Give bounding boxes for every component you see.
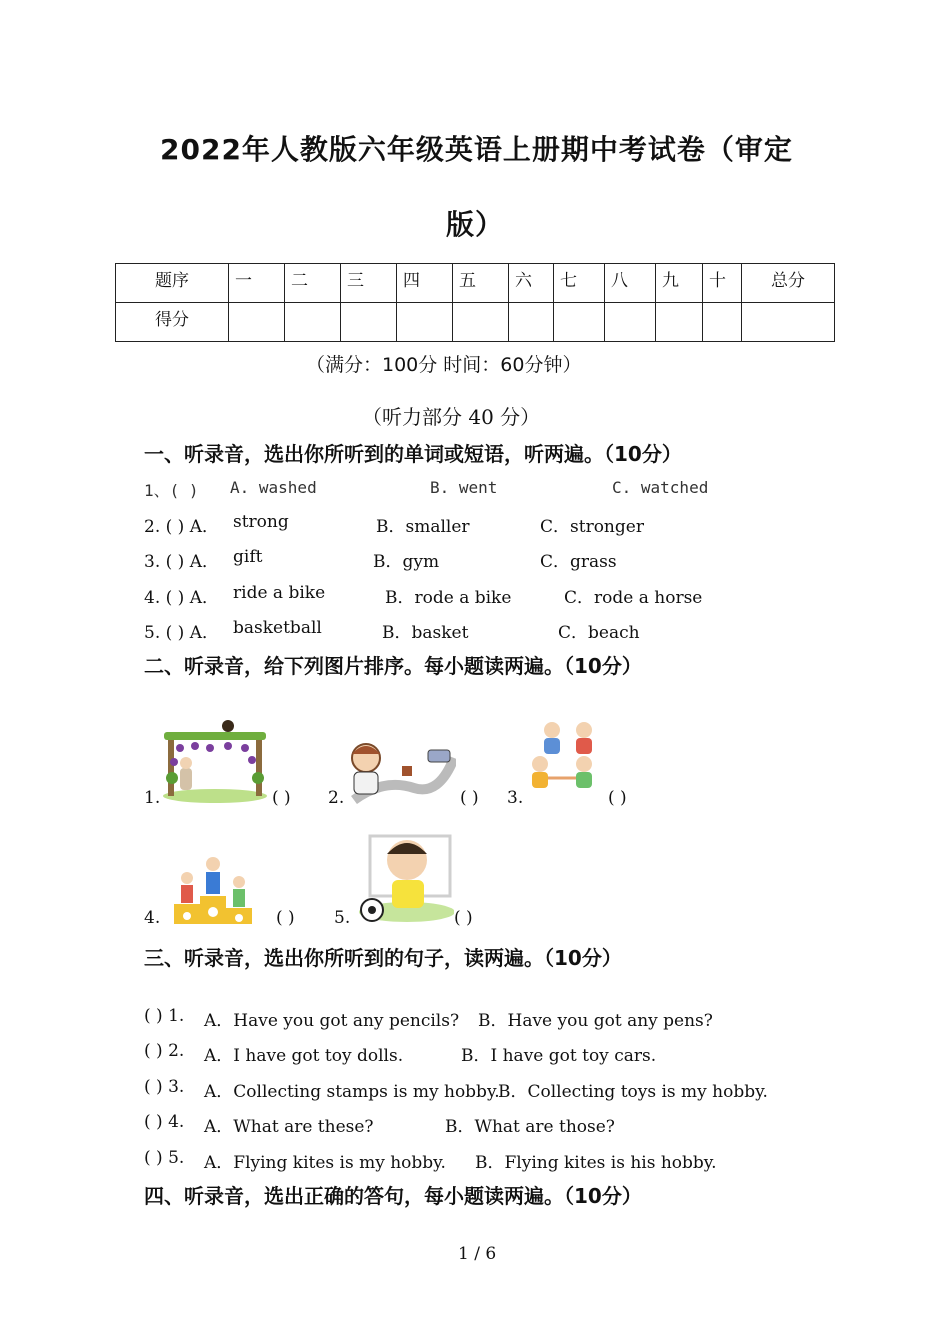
s1-q3-option-c[interactable]: C．grass — [540, 552, 617, 572]
s3-q4-option-a[interactable]: A．What are these? — [204, 1117, 374, 1137]
s1-q5-option-a[interactable]: basketball — [233, 618, 322, 638]
s2-pic5-answer-blank[interactable]: ( ) — [454, 908, 473, 928]
s3-q3-option-a[interactable]: A．Collecting stamps is my hobby. — [204, 1082, 500, 1102]
table-cell: 七 — [554, 264, 605, 303]
s3-q5-number: ( ) 5. — [144, 1148, 185, 1168]
score-table-score-row — [116, 303, 835, 342]
s1-q1-option-c[interactable]: C. watched — [612, 478, 709, 497]
score-input-cell[interactable] — [229, 303, 285, 342]
listening-part-header: （听力部分 40 分） — [362, 405, 541, 429]
score-input-cell[interactable] — [453, 303, 509, 342]
s3-q3-number: ( ) 3. — [144, 1077, 185, 1097]
s1-q3-number: 3. ( ) A． — [144, 552, 219, 572]
s2-pic5-label: 5. — [334, 908, 351, 928]
score-input-cell[interactable] — [605, 303, 656, 342]
table-cell: 五 — [453, 264, 509, 303]
s2-pic3-answer-blank[interactable]: ( ) — [608, 788, 627, 808]
s1-q1-option-b[interactable]: B. went — [430, 478, 498, 497]
s2-pic1-answer-blank[interactable]: ( ) — [272, 788, 291, 808]
section4-heading: 四、听录音，选出正确的答句，每小题读两遍。（10分） — [144, 1184, 642, 1208]
s1-q4-number: 4. ( ) A． — [144, 588, 219, 608]
s3-q4-number: ( ) 4. — [144, 1112, 185, 1132]
score-table-header-row — [116, 264, 835, 303]
score-input-cell[interactable] — [285, 303, 341, 342]
s2-pic4-label: 4. — [144, 908, 161, 928]
s3-q5-option-a[interactable]: A．Flying kites is my hobby. — [204, 1153, 446, 1173]
s1-q2-option-c[interactable]: C．stronger — [540, 517, 644, 537]
s1-q5-number: 5. ( ) A． — [144, 623, 219, 643]
winners-podium-picture — [166, 852, 262, 924]
score-input-cell[interactable] — [509, 303, 554, 342]
table-cell: 十 — [703, 264, 742, 303]
score-input-cell[interactable] — [703, 303, 742, 342]
children-playing-picture — [522, 718, 608, 802]
s1-q1-number: 1、( ) — [144, 481, 199, 500]
s1-q4-option-c[interactable]: C．rode a horse — [564, 588, 703, 608]
section1-heading: 一、听录音，选出你所听到的单词或短语，听两遍。（10分） — [144, 442, 682, 466]
table-cell: 六 — [509, 264, 554, 303]
score-input-cell[interactable] — [656, 303, 703, 342]
table-cell: 一 — [229, 264, 285, 303]
score-input-cell[interactable] — [742, 303, 835, 342]
table-cell: 四 — [397, 264, 453, 303]
score-time-info: （满分：100分 时间：60分钟） — [306, 354, 582, 376]
page-title-line1: 2022年人教版六年级英语上册期中考试卷（审定 — [160, 133, 793, 166]
s2-pic3-label: 3. — [507, 788, 524, 808]
s1-q2-option-a[interactable]: strong — [233, 512, 289, 532]
s2-pic2-answer-blank[interactable]: ( ) — [460, 788, 479, 808]
score-input-cell[interactable] — [341, 303, 397, 342]
score-table — [115, 263, 835, 342]
page-number: 1 / 6 — [458, 1244, 497, 1264]
s1-q5-option-b[interactable]: B．basket — [382, 623, 469, 643]
s3-q2-option-b[interactable]: B．I have got toy cars. — [461, 1046, 657, 1066]
s3-q3-option-b[interactable]: B．Collecting toys is my hobby. — [498, 1082, 768, 1102]
score-input-cell[interactable] — [554, 303, 605, 342]
grape-arbor-picture — [160, 718, 270, 804]
score-input-cell[interactable] — [397, 303, 453, 342]
section3-heading: 三、听录音，选出你所听到的句子，读两遍。（10分） — [144, 946, 622, 970]
s2-pic2-label: 2. — [328, 788, 345, 808]
table-cell: 得分 — [116, 303, 229, 342]
s2-pic1-label: 1. — [144, 788, 161, 808]
s1-q3-option-a[interactable]: gift — [233, 547, 263, 567]
s1-q3-option-b[interactable]: B．gym — [373, 552, 440, 572]
s3-q4-option-b[interactable]: B．What are those? — [445, 1117, 615, 1137]
table-cell: 三 — [341, 264, 397, 303]
page-title-line2: 版） — [446, 208, 505, 241]
table-cell: 八 — [605, 264, 656, 303]
s1-q2-option-b[interactable]: B．smaller — [376, 517, 470, 537]
toy-train-picture — [344, 738, 456, 804]
s1-q1-option-a[interactable]: A. washed — [230, 478, 317, 497]
table-cell: 题序 — [116, 264, 229, 303]
s1-q5-option-c[interactable]: C．beach — [558, 623, 640, 643]
injured-football-player-picture — [352, 830, 454, 924]
table-cell: 二 — [285, 264, 341, 303]
s3-q1-option-b[interactable]: B．Have you got any pens? — [478, 1011, 713, 1031]
s1-q4-option-a[interactable]: ride a bike — [233, 583, 326, 603]
section2-heading: 二、听录音，给下列图片排序。每小题读两遍。（10分） — [144, 654, 642, 678]
s3-q2-number: ( ) 2. — [144, 1041, 185, 1061]
s3-q1-number: ( ) 1. — [144, 1006, 185, 1026]
s2-pic4-answer-blank[interactable]: ( ) — [276, 908, 295, 928]
s3-q5-option-b[interactable]: B．Flying kites is his hobby. — [475, 1153, 717, 1173]
table-cell: 总分 — [742, 264, 835, 303]
table-cell: 九 — [656, 264, 703, 303]
s1-q4-option-b[interactable]: B．rode a bike — [385, 588, 512, 608]
s3-q1-option-a[interactable]: A．Have you got any pencils? — [204, 1011, 460, 1031]
s1-q2-number: 2. ( ) A． — [144, 517, 219, 537]
s3-q2-option-a[interactable]: A．I have got toy dolls. — [204, 1046, 404, 1066]
